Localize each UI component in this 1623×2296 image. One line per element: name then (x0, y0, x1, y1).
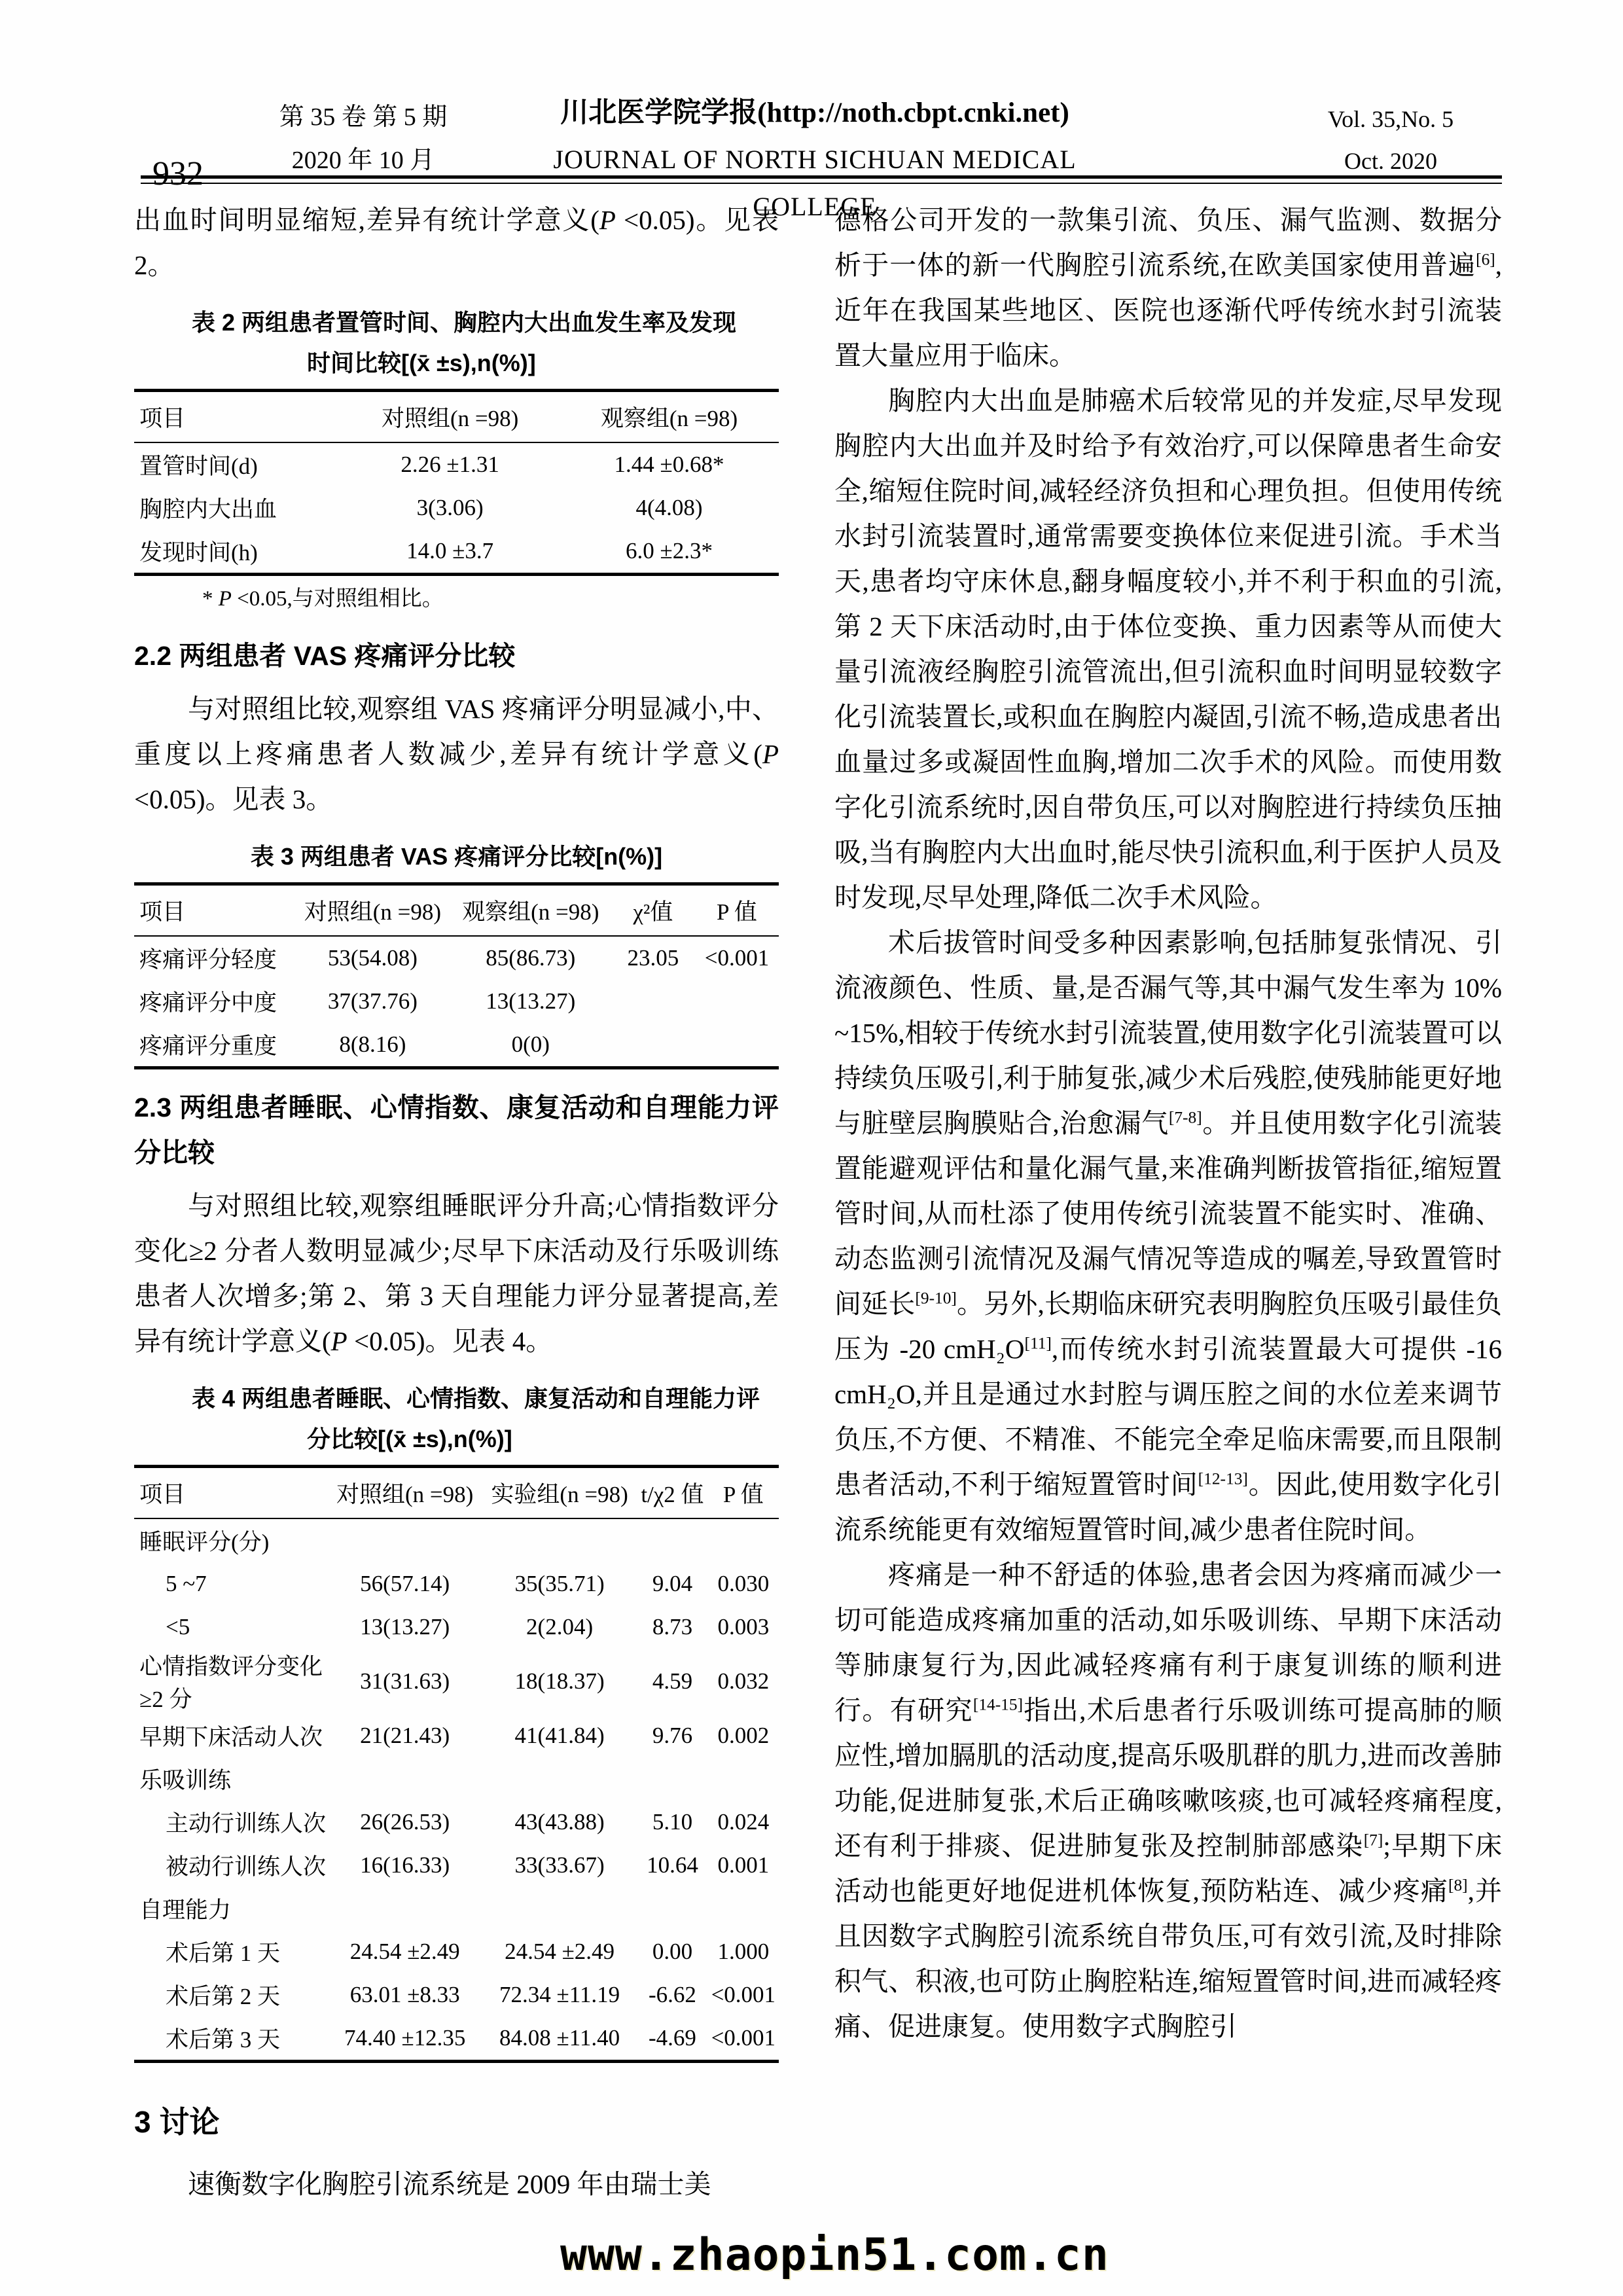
table-group-cell: 自理能力 (139, 1897, 232, 1923)
table-cell: 1.000 (717, 1939, 770, 1964)
table-row (134, 486, 779, 529)
column-header: 项目 (134, 884, 295, 937)
table-cell: <0.001 (711, 1982, 776, 2007)
table-cell: 53(54.08) (327, 945, 418, 971)
header-divider (141, 175, 1502, 184)
citation-superscript: [14-15] (972, 1695, 1024, 1714)
table-cell: 84.08 ±11.40 (499, 2025, 620, 2051)
journal-title-cn: 川北医学院学报(http://noth.cbpt.cnki.net) (560, 98, 1069, 128)
table4-caption-line1: 表 4 两组患者睡眠、心情指数、康复活动和自理能力评 (192, 1385, 760, 1412)
table-cell: 31(31.63) (360, 1668, 450, 1694)
table-cell: 37(37.76) (327, 988, 418, 1014)
table-header-row (134, 391, 779, 443)
table-cell: 4(4.08) (635, 495, 703, 520)
table-row (134, 1714, 779, 1757)
table-cell: 0(0) (511, 1031, 550, 1057)
table-cell (611, 1023, 695, 1068)
italic-symbol: P (218, 587, 232, 611)
table-cell: 早期下床活动人次 (139, 1725, 323, 1750)
table-cell: 主动行训练人次 (166, 1811, 327, 1837)
table2-caption-line2: 时间比较[(x̄ ±s),n(%)] (307, 350, 536, 376)
data-table (134, 882, 779, 1069)
table-row (134, 442, 779, 486)
table-cell: 疼痛评分轻度 (139, 947, 277, 973)
column-header: 对照组(n =98) (295, 884, 450, 937)
table-cell: 术后第 3 天 (166, 2027, 281, 2053)
table-row (134, 1887, 779, 1930)
column-header: 观察组(n =98) (560, 391, 779, 443)
table-cell: 35(35.71) (514, 1571, 605, 1596)
table-cell: 被动行训练人次 (166, 1854, 327, 1880)
table-cell: 疼痛评分重度 (139, 1033, 277, 1059)
table-cell: 10.64 (647, 1852, 698, 1878)
table-cell: <0.001 (711, 2025, 776, 2051)
table-cell (611, 980, 695, 1023)
table-cell: 疼痛评分中度 (139, 990, 277, 1016)
column-header: t/χ2 值 (637, 1467, 707, 1519)
table-row (134, 936, 779, 980)
table-cell: 14.0 ±3.7 (406, 538, 494, 564)
table-cell (695, 1023, 779, 1068)
table-cell: 0.024 (717, 1809, 770, 1835)
table-row (134, 1023, 779, 1068)
table-row (134, 1518, 779, 1562)
paragraph: 出血时间明显缩短,差异有统计学意义(P <0.05)。见表 2。 (134, 205, 779, 280)
table-cell: 3(3.06) (416, 495, 484, 520)
table-cell: 胸腔内大出血 (139, 497, 277, 522)
table3 (134, 882, 779, 1069)
table-group-cell: 睡眠评分(分) (139, 1530, 270, 1555)
table-cell: <0.001 (704, 945, 770, 971)
column-header: 对照组(n =98) (340, 391, 560, 443)
table-cell: 16(16.33) (360, 1852, 450, 1878)
data-table (134, 389, 779, 576)
column-header: 观察组(n =98) (450, 884, 611, 937)
table-cell: 63.01 ±8.33 (349, 1982, 460, 2007)
section-heading-22: 2.2 两组患者 VAS 疼痛评分比较 (134, 641, 516, 671)
table-cell: 21(21.43) (360, 1723, 450, 1748)
table-cell: 18(18.37) (514, 1668, 605, 1694)
column-header: 对照组(n =98) (328, 1467, 482, 1519)
issue-date-cn: 2020 年 10 月 (291, 147, 435, 174)
journal-title-en: JOURNAL OF NORTH SICHUAN MEDICAL COLLEGE (553, 145, 1077, 221)
column-header: 实验组(n =98) (482, 1467, 637, 1519)
table-cell: 24.54 ±2.49 (505, 1939, 615, 1964)
table3-caption: 表 3 两组患者 VAS 疼痛评分比较[n(%)] (250, 843, 663, 870)
table-cell: 2(2.04) (526, 1614, 594, 1640)
table-caption (134, 302, 779, 384)
table-cell: 0.002 (717, 1723, 770, 1748)
citation-superscript: [11] (1024, 1334, 1052, 1353)
table-row (134, 529, 779, 575)
right-column (834, 198, 1502, 2049)
column-header: χ²值 (611, 884, 695, 937)
table-cell: 85(86.73) (486, 945, 576, 971)
table-row (134, 1757, 779, 1801)
table-row (134, 1562, 779, 1605)
column-header: P 值 (695, 884, 779, 937)
table-cell: 4.59 (652, 1668, 693, 1694)
table-cell (695, 980, 779, 1023)
table-row (134, 1605, 779, 1649)
table-cell: 5 ~7 (166, 1571, 207, 1596)
table2-footnote: * P <0.05,与对照组相比。 (202, 587, 444, 611)
paragraph: 术后拔管时间受多种因素影响,包括肺复张情况、引流液颜色、性质、量,是否漏气等,其中漏气发生率为 10% ~15%,相较于传统水封引流装置,使用数字化引流装置可以持续负压吸引,利于肺复张,减少术后残腔,使残肺能更好地与脏壁层胸膜贴合,治愈漏气[7-8]。并且使用数字化引流装置能避观评估和量化漏气量,来准确判断拔管指征,缩短置管时间,从而杜添了使用传统引流装置不能实时、准确、动态监测引流情况及漏气情况等造成的嘱差,导致置管时间延长[9-10]。另外,长期临床研究表明胸腔负压吸引最佳负压为 -20 cmH₂O[11],而传统水封引流装置最大可提供 -16 cmH₂O,并且是通过水封腔与调压腔之间的水位差来调节负压,不方便、不精准、不能完全牵足临床需要,而且限制患者活动,不利于缩短置管时间[12-13]。因此,使用数字化引流系统能更有效缩短置管时间,减少患者住院时间。 (834, 927, 1502, 1545)
table-cell: <5 (166, 1614, 190, 1640)
paragraph: 与对照组比较,观察组睡眠评分升高;心情指数评分变化≥2 分者人数明显减少;尽早下床活动及行乐吸训练患者人次增多;第 2、第 3 天自理能力评分显著提高,差异有统计学意义(P <0.05)。见表 4。 (134, 1191, 779, 1356)
table-row (134, 1930, 779, 1973)
watermark: www.zhaopin51.com.cn (560, 2229, 1109, 2281)
table-cell: 24.54 ±2.49 (349, 1939, 460, 1964)
table-row (134, 1973, 779, 2017)
citation-superscript: [7-8] (1168, 1108, 1202, 1127)
table-cell: 发现时间(h) (139, 540, 258, 565)
table-header-row (134, 884, 779, 937)
italic-symbol: P (330, 1326, 348, 1356)
table-cell: 33(33.67) (514, 1852, 605, 1878)
paragraph: 与对照组比较,观察组 VAS 疼痛评分明显减小,中、重度以上疼痛患者人数减少,差异有统计学意义(P <0.05)。见表 3。 (134, 694, 779, 814)
table2 (134, 389, 779, 576)
table-row (134, 1649, 779, 1714)
table-cell: -4.69 (649, 2025, 696, 2051)
table-group-cell: 乐吸训练 (139, 1768, 232, 1793)
table-cell: 13(13.27) (486, 988, 576, 1014)
table2-caption-line1: 表 2 两组患者置管时间、胸腔内大出血发生率及发现 (192, 309, 737, 336)
table-cell: 26(26.53) (360, 1809, 450, 1835)
citation-superscript: [8] (1448, 1876, 1468, 1895)
table-cell: 72.34 ±11.19 (499, 1982, 620, 2007)
table-cell: 0.032 (717, 1668, 770, 1694)
column-header: 项目 (134, 391, 340, 443)
citation-superscript: [12-13] (1198, 1469, 1248, 1488)
table-row (134, 980, 779, 1023)
table-cell: 8(8.16) (339, 1031, 406, 1057)
table-cell: 5.10 (652, 1809, 693, 1835)
table-header-row (134, 1467, 779, 1519)
table-row (134, 1844, 779, 1887)
paragraph: 速衡数字化胸腔引流系统是 2009 年由瑞士美 (188, 2169, 711, 2199)
paragraph: 疼痛是一种不舒适的体验,患者会因为疼痛而减少一切可能造成疼痛加重的活动,如乐吸训练、早期下床活动等肺康复行为,因此减轻疼痛有利于康复训练的顺利进行。有研究[14-15]指出,术后患者行乐吸训练可提高肺的顺应性,增加膈肌的活动度,提高乐吸肌群的肌力,进而改善肺功能,促进肺复张,术后正确咳嗽咳痰,也可减轻疼痛程度,还有利于排痰、促进肺复张及控制肺部感染[7];早期下床活动也能更好地促进机体恢复,预防粘连、减少疼痛[8],并且因数字式胸腔引流系统自带负压,可有效引流,及时排除积气、积液,也可防止胸腔粘连,缩短置管时间,进而减轻疼痛、促进康复。使用数字式胸腔引 (834, 1560, 1503, 2041)
table-cell: 术后第 1 天 (166, 1941, 281, 1966)
table-cell: 1.44 ±0.68* (614, 452, 724, 477)
column-header: P 值 (708, 1467, 779, 1519)
italic-symbol: P (599, 205, 616, 235)
issue-date-en: Oct. 2020 (1344, 148, 1437, 174)
table-cell: 13(13.27) (360, 1614, 450, 1640)
citation-superscript: [9-10] (915, 1289, 957, 1308)
table-cell: 9.76 (652, 1723, 693, 1748)
table4 (134, 1465, 779, 2063)
table-cell: 2.26 ±1.31 (401, 452, 499, 477)
column-header: 项目 (134, 1467, 328, 1519)
header-vol-en-block (1270, 98, 1512, 182)
data-table (134, 1465, 779, 2063)
table-cell: 74.40 ±12.35 (344, 2025, 466, 2051)
table-cell: 置管时间(d) (139, 454, 258, 479)
table-cell: 6.0 ±2.3* (626, 538, 713, 564)
table-cell: 术后第 2 天 (166, 1984, 281, 2009)
section-heading-discussion: 3 讨论 (134, 2105, 220, 2139)
table-cell: 43(43.88) (514, 1809, 605, 1835)
citation-superscript: [7] (1363, 1831, 1383, 1850)
table-row (134, 2017, 779, 2062)
table-cell: 心情指数评分变化≥2 分 (139, 1654, 323, 1712)
table-cell: 9.04 (652, 1571, 693, 1596)
section-heading-23: 2.3 两组患者睡眠、心情指数、康复活动和自理能力评分比较 (134, 1092, 779, 1168)
table-cell: 56(57.14) (360, 1571, 450, 1596)
table-row (134, 1801, 779, 1844)
italic-symbol: P (762, 739, 779, 769)
table-cell: 0.001 (717, 1852, 770, 1878)
table-cell: 0.030 (717, 1571, 770, 1596)
paragraph: 胸腔内大出血是肺癌术后较常见的并发症,尽早发现胸腔内大出血并及时给予有效治疗,可以保障患者生命安全,缩短住院时间,减轻经济负担和心理负担。但使用传统水封引流装置时,通常需要变换体位来促进引流。手术当天,患者均守床休息,翻身幅度较小,并不利于积血的引流,第 2 天下床活动时,由于体位变换、重力因素等从而使大量引流液经胸腔引流管流出,但引流积血时间明显较数字化引流装置长,或积血在胸腔内凝固,引流不畅,造成患者出血量过多或凝固性血胸,增加二次手术的风险。而使用数字化引流系统时,因自带负压,可以对胸腔进行持续负压抽吸,当有胸腔内大出血时,能尽快引流积血,利于医护人员及时发现,尽早处理,降低二次手术风险。 (834, 386, 1502, 912)
citation-superscript: [6] (1476, 250, 1495, 269)
volume-issue: 第 35 卷 第 5 期 (279, 103, 448, 131)
table-cell: 8.73 (652, 1614, 693, 1640)
left-column (134, 198, 779, 2207)
table-cell: 23.05 (627, 945, 679, 971)
page-number: 932 (152, 155, 204, 192)
volume-en: Vol. 35,No. 5 (1327, 106, 1454, 132)
table-caption (134, 1378, 779, 1460)
header-volume-block (216, 96, 510, 182)
table-cell: 0.003 (717, 1614, 770, 1640)
paragraph: 德格公司开发的一款集引流、负压、漏气监测、数据分析于一体的新一代胸腔引流系统,在欧美国家使用普遍[6],近年在我国某些地区、医院也逐渐代呼传统水封引流装置大量应用于临床。 (834, 205, 1502, 370)
table-cell: 41(41.84) (514, 1723, 605, 1748)
table-cell: -6.62 (649, 1982, 696, 2007)
table4-caption-line2: 分比较[(x̄ ±s),n(%)] (307, 1426, 512, 1452)
table-cell: 0.00 (652, 1939, 693, 1964)
